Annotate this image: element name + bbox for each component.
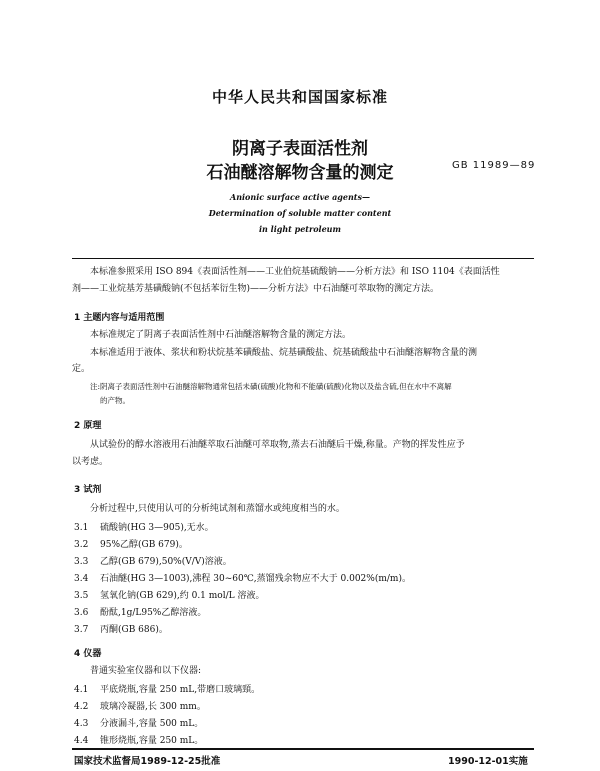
item-number: 3.7 xyxy=(74,625,89,635)
reagent-item xyxy=(74,588,264,601)
item-text: 平底烧瓶,容量 250 mL,带磨口玻璃頸。 xyxy=(100,685,261,695)
document-title-line1: 阴离子表面活性剂 xyxy=(232,139,368,159)
item-number: 3.5 xyxy=(74,591,89,601)
item-text: 丙酮(GB 686)。 xyxy=(100,625,168,635)
item-number: 3.6 xyxy=(74,608,89,618)
section3-intro: 分析过程中,只使用认可的分析纯试剂和蒸馏水或纯度相当的水。 xyxy=(90,504,345,514)
apparatus-item xyxy=(74,682,260,695)
intro-line1: 本标准参照采用 ISO 894《表面活性剂——工业伯烷基硫酸钠——分析方法》和 ISO 1104《表面活性 xyxy=(90,267,500,277)
section2-line2: 以考虑。 xyxy=(72,457,109,467)
reagent-item xyxy=(74,605,206,618)
item-number: 4.3 xyxy=(74,719,89,729)
section1-para1: 本标准规定了阴离子表面活性剂中石油醚溶解物含量的测定方法。 xyxy=(90,330,352,340)
item-text: 硫酸钠(HG 3—905),无水。 xyxy=(100,523,214,533)
section1-para2-line2: 定。 xyxy=(72,364,91,374)
item-text: 酚酞,1g/L95%乙醇溶液。 xyxy=(100,608,207,618)
item-text: 锥形烧瓶,容量 250 mL。 xyxy=(100,736,204,746)
item-text: 氢氧化钠(GB 629),约 0.1 mol/L 溶液。 xyxy=(100,591,265,601)
apparatus-item xyxy=(74,699,206,712)
english-title-line1: Anionic surface active agents— xyxy=(229,192,370,202)
reagent-item xyxy=(74,520,214,533)
item-number: 3.4 xyxy=(74,574,89,584)
english-title-line3: in light petroleum xyxy=(259,224,341,234)
item-number: 3.2 xyxy=(74,540,89,550)
item-text: 分液漏斗,容量 500 mL。 xyxy=(100,719,204,729)
item-text: 乙醇(GB 679),50%(V/V)溶液。 xyxy=(100,557,232,567)
item-number: 3.3 xyxy=(74,557,89,567)
item-text: 玻璃冷凝器,长 300 mm。 xyxy=(100,702,206,712)
approval-date: 国家技术监督局1989-12-25批准 xyxy=(74,756,221,767)
implementation-date: 1990-12-01实施 xyxy=(448,756,528,767)
item-text: 石油醚(HG 3—1003),沸程 30~60℃,蒸馏残余物应不大于 0.002%(m/m)。 xyxy=(100,574,411,584)
item-text: 95%乙醇(GB 679)。 xyxy=(100,540,188,550)
section1-heading: 1 主题内容与适用范围 xyxy=(74,313,165,323)
section2-heading: 2 原理 xyxy=(74,421,102,431)
section1-note-line1: 注:阴离子表面活性剂中石油醚溶解物通常包括未磺(硫酸)化物和不能磺(硫酸)化物以及盐含硫,但在水中不离解 xyxy=(90,382,452,391)
english-title-line2: Determination of soluble matter content xyxy=(208,208,392,218)
section1-para2-line1: 本标准适用于液体、浆状和粉状烷基苯磺酸盐、烷基磺酸盐、烷基硫酸盐中石油醚溶解物含量的测 xyxy=(90,348,478,358)
header-divider xyxy=(72,258,534,259)
reagent-item xyxy=(74,537,188,550)
section4-heading: 4 仪器 xyxy=(74,649,102,659)
item-number: 3.1 xyxy=(74,523,89,533)
reagent-item xyxy=(74,622,168,635)
gb-standard-code: GB 11989—89 xyxy=(452,160,536,171)
item-number: 4.1 xyxy=(74,685,89,695)
footer-divider xyxy=(72,748,534,750)
item-number: 4.4 xyxy=(74,736,89,746)
item-number: 4.2 xyxy=(74,702,89,712)
reagent-item xyxy=(74,554,232,567)
section2-line1: 从试验份的醇水溶液用石油醚萃取石油醚可萃取物,蒸去石油醚后干燥,称量。产物的挥发性应予 xyxy=(90,440,465,450)
national-standard-heading: 中华人民共和国国家标准 xyxy=(211,88,388,106)
intro-line2: 剂——工业烷基芳基磺酸钠(不包括苯衍生物)——分析方法》中石油醚可萃取物的测定方法。 xyxy=(72,284,440,294)
apparatus-item xyxy=(74,716,203,729)
apparatus-item xyxy=(74,733,203,746)
section3-heading: 3 试剂 xyxy=(74,485,102,495)
reagent-item xyxy=(74,571,411,584)
section4-intro: 普通实验室仪器和以下仪器: xyxy=(90,666,202,676)
document-title-line2: 石油醚溶解物含量的测定 xyxy=(206,163,394,183)
section1-note-line2: 的产物。 xyxy=(100,396,130,405)
